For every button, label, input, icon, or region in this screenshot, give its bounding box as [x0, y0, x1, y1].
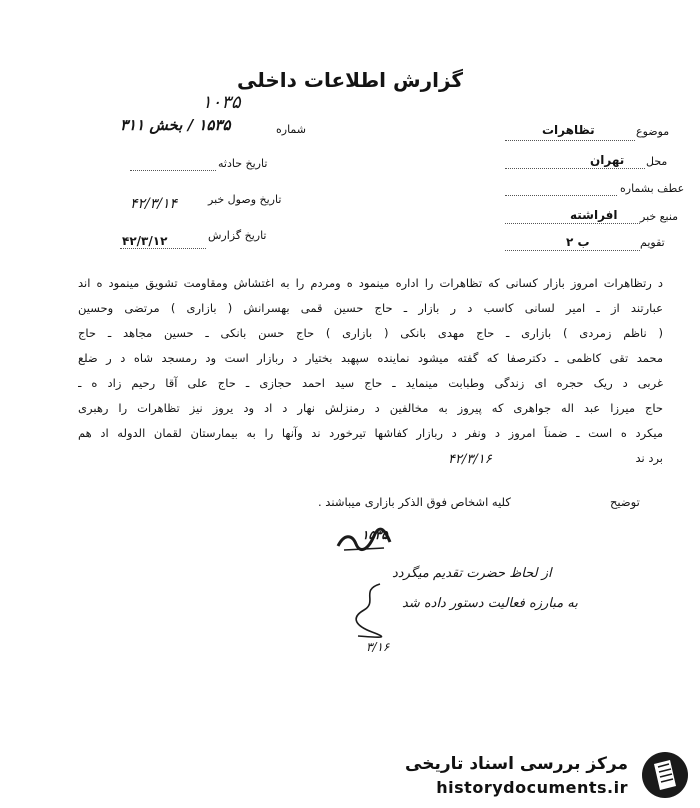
archive-footer: [390, 748, 690, 804]
rating-label: تقویم: [640, 236, 665, 249]
report-date-value: ۴۲/۳/۱۲: [122, 234, 168, 248]
followup-label: عطف بشماره: [620, 182, 685, 195]
followup-dots: [505, 195, 617, 196]
document-title: گزارش اطلاعات داخلی: [236, 68, 464, 92]
source-value: افراشته: [570, 208, 618, 222]
handwritten-date: ۴۲/۳/۱۶: [448, 452, 492, 467]
rating-value: ب ۲: [566, 235, 590, 249]
note-label: توضیح: [610, 495, 640, 509]
number-label: شماره: [276, 123, 307, 136]
note-text: کلیه اشخاص فوق الذکر بازاری میباشند .: [318, 495, 511, 509]
received-date-label: تاریخ وصول خبر: [208, 193, 282, 206]
body-line-1: د رتظاهرات امروز بازار کسانی که تظاهرات را اداره مینمود ه ومردم را به اغتشاش ومقاومت تشویق مینمود ه اند: [78, 276, 663, 290]
report-number-top: ۱۰۳۵: [202, 92, 241, 113]
archive-logo-icon: [640, 750, 690, 800]
signature-scribble: [350, 580, 390, 640]
report-date-dots: [120, 248, 206, 249]
subject-value: تظاهرات: [542, 123, 595, 137]
archive-website: historydocuments.ir: [436, 778, 628, 797]
place-label: محل: [646, 155, 668, 168]
handwritten-stamp: ۱۵۳۵: [362, 528, 388, 542]
received-date-value: ۴۲/۳/۱۴: [130, 196, 178, 212]
body-line-4: محمد تقی کاظمی ـ دکترصفا که گفته میشود نماینده سپهبد بختیار د ربازار است ود رمسجد شاه د ر ضلع: [78, 351, 663, 365]
handwritten-line-2: به مبارزه فعالیت دستور داده شد: [402, 596, 578, 611]
report-date-label: تاریخ گزارش: [208, 229, 267, 242]
place-dots: [505, 168, 645, 169]
body-line-8: برد ند: [635, 451, 663, 465]
place-value: تهران: [590, 153, 625, 167]
body-line-5: غربی د ریک حجره ای زندگی وطبابت مینماید ـ حاج سید احمد حجازی ـ حاج علی آقا رحیم زاد ه ـ: [78, 376, 663, 390]
handwritten-line-1: از لحاظ حضرت تقدیم میگردد: [392, 566, 552, 581]
number-value: ۱۵۳۵ / بخش ۳۱۱: [120, 116, 231, 134]
signature-date: ۳/۱۶: [366, 640, 390, 654]
event-date-label: تاریخ حادثه: [218, 157, 268, 170]
event-date-dots: [130, 170, 216, 171]
source-label: منبع خبر: [640, 210, 679, 223]
body-line-7: میکرد ه است ـ ضمناً امروز د ونفر د ربازار کفاشها تیرخورد ند وآنها را به بیمارستان لقمان الدوله اد هم: [78, 426, 663, 440]
body-line-2: عبارتند از ـ امیر لسانی کاسب د ر بازار ـ حاج حسین قمی بهسرانش ( بازاری ) مرتضی وحسین: [78, 301, 663, 315]
body-line-3: ( ناظم زمردی ) بازاری ـ حاج مهدی بانکی ( بازاری ) حاج حسن بانکی ـ حسین مجاهد ـ حاج: [78, 326, 663, 340]
body-line-6: حاج میرزا عبد اله جواهری که پیروز به مخالفین د رمنزلش نهار د اد ود یروز نیز تظاهرات را رهبری: [78, 401, 663, 415]
rating-dots: [505, 250, 640, 251]
source-dots: [505, 223, 640, 224]
subject-label: موضوع: [636, 125, 670, 138]
archive-org-name: مرکز بررسی اسناد تاریخی: [405, 754, 628, 774]
subject-dots: [505, 140, 635, 141]
